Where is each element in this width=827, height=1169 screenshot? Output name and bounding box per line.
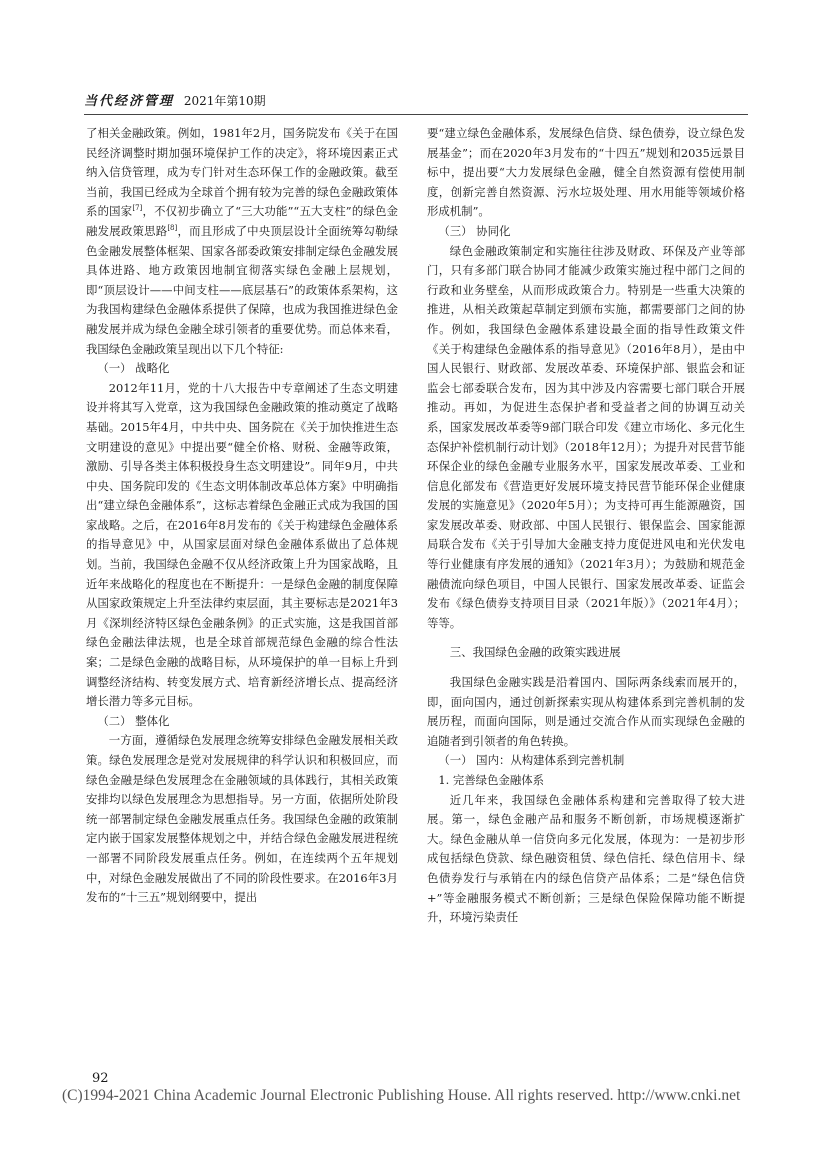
right-column <box>427 124 745 928</box>
text: ，不仅初步确立了“三大功能”“五大支柱”的绿色金融发展政策思路 <box>86 204 398 238</box>
section-heading: 三、我国绿色金融的政策实践进展 <box>449 645 621 660</box>
paragraph: 我国绿色金融实践是沿着国内、国际两条线索而展开的，即，面向国内，通过创新探索实现从构建体系到完善机制的发展历程，而面向国际，则是通过交流合作从而实现绿色金融的追随者到引领者的角色转换。 <box>427 675 745 748</box>
subheading-coordinated: （三） 协同化 <box>438 223 511 238</box>
paragraph: 要“建立绿色金融体系，发展绿色信贷、绿色债券，设立绿色发展基金”；而在2020年3月发布的“十四五”规划和2035远景目标中，提出要“大力发展绿色金融，健全自然资源有偿使用制度，创新完善自然资源、污水垃圾处理、用水用能等领域价格形成机制”。 <box>427 126 745 219</box>
citation: [7] <box>132 204 143 213</box>
citation: [8] <box>167 224 178 233</box>
issue-label: 2021年第10期 <box>183 94 266 108</box>
paragraph: 2012年11月，党的十八大报告中专章阐述了生态文明建设并将其写入党章，这为我国绿色金融政策的推动奠定了战略基础。2015年4月，中共中央、国务院在《关于加快推进生态文明建设的意见》中提出要“健全价格、财税、金融等政策，激励、引导各类主体积极投身生态文明建设”。同年9月，中共中央、国务院印发的《生态文明体制改革总体方案》中明确指出“建立绿色金融体系”，这标志着绿色金融正式成为我国的国家战略。之后，在2016年8月发布的《关于构建绿色金融体系的指导意见》中，从国家层面对绿色金融体系做出了总体规划。当前，我国绿色金融不仅从经济政策上升为国家战略，且近年来战略化的程度也在不断提升：一是绿色金融的制度保障从国家政策规定上升至法律约束层面，其主要标志是2021年3月《深圳经济特区绿色金融条例》的正式实施，这是我国首部绿色金融法律法规，也是全球首部规范绿色金融的综合性法案；二是绿色金融的战略目标，从环境保护的单一目标上升到调整经济结构、转变发展方式、培育新经济增长点、提高经济增长潜力等多元目标。 <box>86 380 398 709</box>
page-number: 92 <box>92 1071 109 1086</box>
text: 了相关金融政策。例如，1981年2月，国务院发布《关于在国民经济调整时期加强环境保护工作的决定》，将环境因素正式纳入信贷管理，成为专门针对生态环保工作的金融政策。截至当前，我国已经成为全球首个拥有较为完善的绿色金融政策体系的国家 <box>86 126 398 219</box>
subheading-strategic: （一） 战略化 <box>97 361 170 376</box>
paragraph: 近几年来，我国绿色金融体系构建和完善取得了较大进展。第一，绿色金融产品和服务不断创新，市场规模逐渐扩大。绿色金融从单一信贷向多元化发展，体现为：一是初步形成包括绿色贷款、绿色融资租赁、绿色信托、绿色信用卡、绿色债券发行与承销在内的绿色信贷产品体系；二是“绿色信贷+”等金融服务模式不断创新；三是绿色保险保障功能不断提升，环境污染责任 <box>427 792 745 925</box>
paragraph <box>86 124 398 359</box>
paragraph: 绿色金融政策制定和实施往往涉及财政、环保及产业等部门，只有多部门联合协同才能减少政策实施过程中部门之间的行政和业务壁垒，从而形成政策合力。特别是一些重大决策的推进，从相关政策起草制定到颁布实施，都需要部门之间的协作。例如，我国绿色金融体系建设最全面的指导性政策文件《关于构建绿色金融体系的指导意见》（2016年8月），是由中国人民银行、财政部、发展改革委、环境保护部、银监会和证监会七部委联合发布，因为其中涉及内容需要七部门联合开展推动。再如，为促进生态保护者和受益者之间的协调互动关系，国家发展改革委等9部门联合印发《建立市场化、多元化生态保护补偿机制行动计划》（2018年12月）；为提升对民营节能环保企业的绿色金融专业服务水平，国家发展改革委、工业和信息化部发布《营造更好发展环境支持民营节能环保企业健康发展的实施意见》（2020年5月）；为支持可再生能源融资，国家发展改革委、财政部、中国人民银行、银保监会、国家能源局联合发布《关于引导加大金融支持力度促进风电和光伏发电等行业健康有序发展的通知》（2021年3月）；为鼓励和规范金融债流向绿色项目，中国人民银行、国家发展改革委、证监会发布《绿色债券支持项目目录（2021年版）》（2021年4月）；等等。 <box>427 243 745 630</box>
header-rule <box>84 114 748 115</box>
paragraph: 一方面，遵循绿色发展理念统筹安排绿色金融发展相关政策。绿色发展理念是党对发展规律的科学认识和积极回应，而绿色金融是绿色发展理念在金融领域的具体践行，其相关政策安排均以绿色发展理念为思想指导。另一方面，依据所处阶段统一部署制定绿色金融发展重点任务。我国绿色金融的政策制定内嵌于国家发展整体规划之中，并结合绿色金融发展进程统一部署不同阶段发展重点任务。例如，在连续两个五年规划中，对绿色金融发展做出了不同的阶段性要求。在2016年3月发布的“十三五”规划纲要中，提出 <box>86 733 398 905</box>
running-header <box>84 90 744 112</box>
subheading-domestic: （一） 国内：从构建体系到完善机制 <box>438 753 625 768</box>
subheading-improve-system: 1. 完善绿色金融体系 <box>438 773 545 787</box>
text: ，而且形成了中央顶层设计全面统筹勾勒绿色金融发展整体框架、国家各部委政策安排制定绿色金融发展具体进路、地方政策因地制宜彻落实绿色金融上层规划，即“顶层设计——中间支柱——底层基石”的政策体系架构，这为我国构建绿色金融体系提供了保障，也成为我国推进绿色金融发展并成为绿色金融全球引领者的重要优势。而总体来看，我国绿色金融政策呈现出以下几个特征: <box>86 223 398 356</box>
journal-logo: 当代经济管理 <box>84 94 175 109</box>
left-column <box>86 124 398 908</box>
copyright-notice: (C)1994-2021 China Academic Journal Electronic Publishing House. All rights reserved. http://www.cnki.net <box>62 1087 741 1104</box>
subheading-integrated: （二） 整体化 <box>97 713 170 728</box>
